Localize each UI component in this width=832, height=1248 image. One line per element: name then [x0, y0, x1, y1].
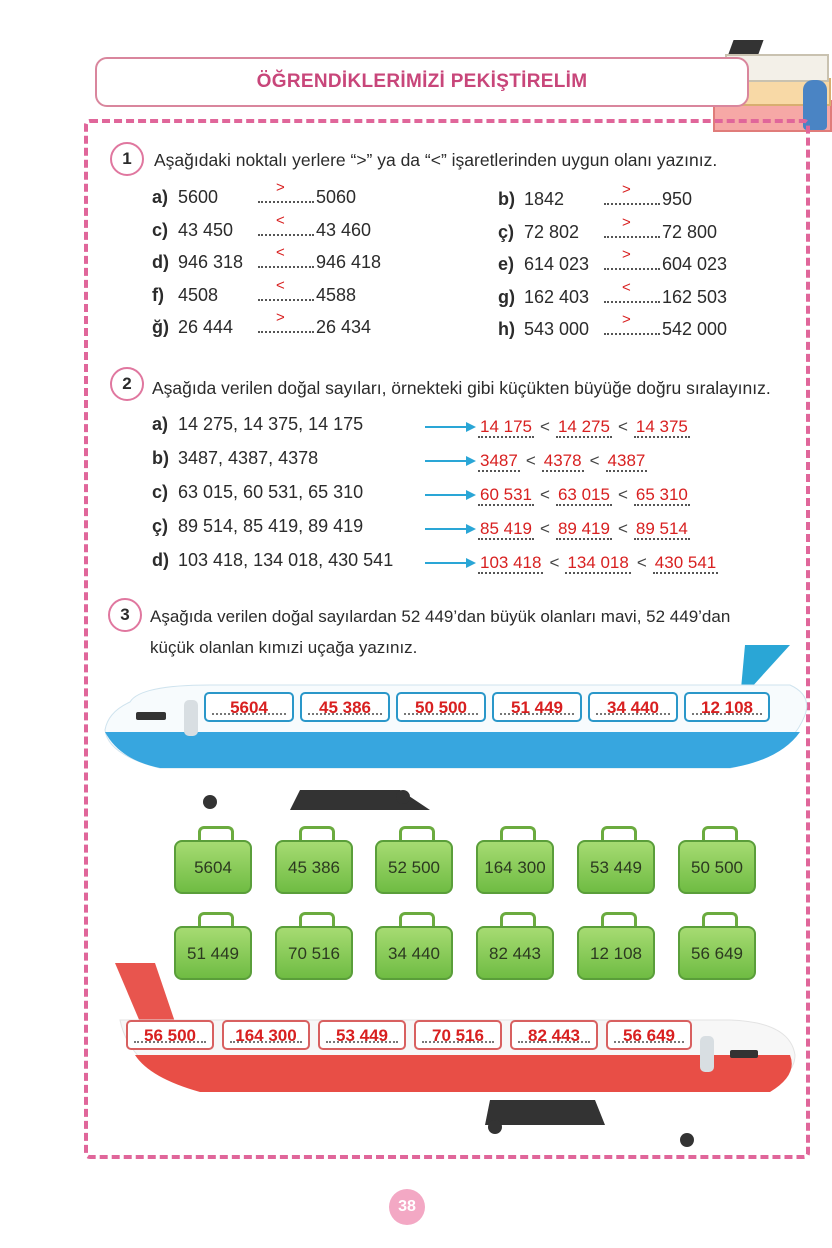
arrow-icon	[425, 426, 467, 428]
suitcase[interactable]: 50 500	[678, 840, 756, 894]
q2-ordered-number: 14 275	[557, 417, 610, 436]
q2-ordered-answer	[478, 553, 718, 573]
less-than-sign: <	[525, 451, 536, 470]
question-1-number: 1	[110, 142, 144, 176]
q2-ordered-number: 4387	[607, 451, 646, 470]
q1-right-number: 946 418	[316, 252, 382, 272]
blue-plane-window-value: 50 500	[415, 698, 467, 717]
q1-answer-symbol: >	[276, 179, 285, 196]
less-than-sign: <	[589, 451, 600, 470]
less-than-sign: <	[540, 417, 550, 436]
red-plane-window[interactable]	[414, 1020, 502, 1050]
red-plane-window-value: 82 443	[528, 1026, 580, 1045]
q1-left-number: 614 023	[524, 254, 590, 274]
q2-ordered-number: 103 418	[480, 553, 542, 572]
q2-ordered-number: 4378	[543, 451, 582, 470]
question-3-instruction-line1: Aşağıda verilen doğal sayılardan 52 449’dan büyük olanları mavi, 52 449’dan	[150, 607, 731, 626]
graduation-cap-icon	[728, 40, 763, 54]
question-3-number: 3	[108, 598, 142, 632]
q1-answer-blank[interactable]	[258, 244, 314, 268]
red-plane-window-value: 164 300	[235, 1026, 297, 1045]
q1-right-number: 4588	[316, 284, 357, 305]
q2-ordered-number: 89 514	[635, 519, 688, 538]
q1-item	[152, 244, 382, 273]
blue-airplane	[100, 640, 820, 820]
q2-ordered-number: 89 419	[557, 519, 610, 538]
q1-answer-blank[interactable]	[258, 309, 314, 333]
q1-answer-symbol: <	[276, 244, 285, 261]
suitcase-handle-icon	[299, 826, 335, 841]
q2-ordered-number: 3487	[480, 451, 518, 470]
q1-item	[498, 278, 728, 308]
suitcase[interactable]: 52 500	[375, 840, 453, 894]
q1-item	[152, 211, 372, 241]
blue-plane-window-value: 51 449	[511, 698, 563, 717]
q2-ordered-number: 134 018	[567, 553, 629, 572]
q1-right-number: 604 023	[662, 254, 728, 274]
question-1-instruction: Aşağıdaki noktalı yerlere “>” ya da “<” işaretlerinden uygun olanı yazınız.	[154, 150, 718, 170]
q1-right-number: 72 800	[662, 221, 718, 242]
q1-answer-blank[interactable]	[258, 179, 314, 203]
q1-left-number: 43 450	[178, 219, 234, 240]
suitcase[interactable]: 51 449	[174, 926, 252, 980]
q2-ordered-number: 430 541	[654, 553, 717, 572]
arrowhead-icon	[466, 490, 476, 500]
q2-item	[152, 550, 393, 571]
suitcase-handle-icon	[601, 912, 637, 927]
q1-answer-blank[interactable]	[258, 211, 314, 236]
q1-answer-symbol: >	[622, 246, 631, 263]
q1-answer-symbol: <	[622, 278, 631, 296]
blue-plane-window[interactable]	[204, 692, 294, 722]
red-airplane	[90, 960, 810, 1150]
q2-item-label: c)	[152, 482, 169, 502]
q1-item-label: ğ)	[152, 317, 169, 337]
arrow-icon	[425, 562, 467, 564]
q1-left-number: 4508	[178, 284, 219, 305]
suitcase-handle-icon	[500, 826, 536, 841]
q1-item	[498, 213, 718, 243]
q1-item-label: g)	[498, 286, 515, 307]
q1-item	[498, 246, 728, 275]
q1-item-label: ç)	[498, 221, 515, 242]
suitcase-handle-icon	[399, 912, 435, 927]
q2-item	[152, 516, 363, 537]
q1-item-label: b)	[498, 189, 515, 209]
arrowhead-icon	[466, 456, 476, 466]
suitcase[interactable]: 53 449	[577, 840, 655, 894]
q2-given-numbers: 63 015, 60 531, 65 310	[178, 482, 364, 502]
red-plane-window-value: 56 649	[623, 1026, 675, 1045]
q1-answer-blank[interactable]	[258, 276, 314, 301]
blue-plane-window[interactable]	[492, 692, 582, 722]
q2-ordered-answer	[478, 451, 647, 471]
q2-given-numbers: 89 514, 85 419, 89 419	[178, 516, 364, 536]
q1-answer-blank[interactable]	[604, 278, 660, 303]
blue-plane-window-value: 5604	[230, 698, 268, 717]
less-than-sign: <	[617, 519, 628, 538]
question-3-instruction-line2: küçük olanlan kımızi uçağa yazınız.	[150, 638, 418, 657]
question-2-instruction: Aşağıda verilen doğal sayıları, örnekteki gibi küçükten büyüğe doğru sıralayınız.	[152, 378, 771, 398]
suitcase-handle-icon	[500, 912, 536, 927]
q1-answer-symbol: >	[276, 309, 285, 326]
red-plane-window[interactable]	[606, 1020, 692, 1050]
q2-item-label: d)	[152, 550, 169, 570]
suitcase-handle-icon	[702, 912, 738, 927]
q2-ordered-number: 85 419	[480, 519, 532, 538]
arrow-icon	[425, 460, 467, 462]
suitcase[interactable]: 56 649	[678, 926, 756, 980]
page-title: ÖĞRENDİKLERİMİZİ PEKİŞTİRELİM	[256, 71, 588, 92]
blue-plane-window-value: 34 440	[607, 698, 659, 717]
suitcase-handle-icon	[601, 826, 637, 841]
red-plane-window-value: 53 449	[336, 1026, 388, 1045]
q2-item-label: ç)	[152, 516, 169, 536]
red-plane-window-value: 70 516	[432, 1026, 484, 1045]
blue-plane-window[interactable]	[684, 692, 770, 722]
q1-left-number: 72 802	[524, 221, 580, 242]
q1-answer-symbol: >	[622, 181, 631, 198]
q1-item	[498, 311, 728, 340]
suitcase[interactable]: 34 440	[375, 926, 453, 980]
page-number: 38	[389, 1189, 425, 1225]
q1-item	[152, 179, 357, 208]
q1-answer-symbol: >	[622, 311, 631, 328]
less-than-sign: <	[540, 519, 550, 538]
q1-left-number: 543 000	[524, 319, 590, 339]
suitcase[interactable]: 45 386	[275, 840, 353, 894]
q2-item	[152, 448, 318, 469]
q1-item-label: d)	[152, 252, 169, 272]
q1-right-number: 5060	[316, 187, 357, 207]
suitcase[interactable]: 164 300	[476, 840, 554, 894]
q1-item-label: f)	[152, 284, 164, 305]
q1-item	[498, 181, 693, 210]
suitcase[interactable]: 82 443	[476, 926, 554, 980]
q2-ordered-answer	[478, 519, 690, 539]
suitcase[interactable]: 70 516	[275, 926, 353, 980]
q2-ordered-answer	[478, 417, 690, 437]
red-plane-window[interactable]	[126, 1020, 214, 1050]
q2-item	[152, 414, 363, 435]
arrow-icon	[425, 528, 467, 530]
less-than-sign: <	[617, 417, 628, 436]
q1-item	[152, 276, 357, 306]
q2-ordered-number: 14 175	[480, 417, 532, 436]
arrowhead-icon	[466, 558, 476, 568]
q1-item-label: c)	[152, 219, 169, 240]
arrow-icon	[425, 494, 467, 496]
blue-plane-window[interactable]	[300, 692, 390, 722]
suitcase-handle-icon	[702, 826, 738, 841]
suitcase-handle-icon	[399, 826, 435, 841]
q1-answer-symbol: >	[622, 213, 631, 231]
q2-ordered-number: 65 310	[635, 485, 688, 504]
blue-plane-window-value: 12 108	[701, 698, 753, 717]
q1-right-number: 26 434	[316, 317, 372, 337]
q1-answer-blank[interactable]	[604, 213, 660, 238]
q1-item-label: h)	[498, 319, 515, 339]
red-plane-window[interactable]	[510, 1020, 598, 1050]
q2-given-numbers: 14 275, 14 375, 14 175	[178, 414, 364, 434]
q2-ordered-number: 60 531	[480, 485, 532, 504]
q2-item-label: a)	[152, 414, 169, 434]
q1-left-number: 1842	[524, 189, 565, 209]
q1-item-label: e)	[498, 254, 515, 274]
arrowhead-icon	[466, 422, 476, 432]
q1-left-number: 162 403	[524, 286, 590, 307]
q1-answer-blank[interactable]	[604, 181, 660, 205]
red-plane-window[interactable]	[318, 1020, 406, 1050]
q2-ordered-number: 14 375	[635, 417, 688, 436]
q2-ordered-number: 63 015	[557, 485, 610, 504]
question-2-number: 2	[110, 367, 144, 401]
arrowhead-icon	[466, 524, 476, 534]
less-than-sign: <	[540, 485, 550, 504]
q1-left-number: 26 444	[178, 317, 234, 337]
q2-ordered-answer	[478, 485, 690, 505]
q2-item-label: b)	[152, 448, 169, 468]
q1-left-number: 946 318	[178, 252, 244, 272]
q1-right-number: 162 503	[662, 286, 728, 307]
q1-answer-symbol: <	[276, 211, 285, 229]
q1-item-label: a)	[152, 187, 169, 207]
less-than-sign: <	[617, 485, 628, 504]
suitcase[interactable]: 12 108	[577, 926, 655, 980]
red-plane-window-value: 56 500	[144, 1026, 196, 1045]
suitcase-handle-icon	[299, 912, 335, 927]
q1-right-number: 950	[662, 189, 693, 209]
suitcase[interactable]: 5604	[174, 840, 252, 894]
blue-plane-window[interactable]	[588, 692, 678, 722]
blue-plane-window-value: 45 386	[319, 698, 371, 717]
less-than-sign: <	[549, 553, 560, 572]
q2-item	[152, 482, 363, 503]
q1-right-number: 542 000	[662, 319, 728, 339]
q2-given-numbers: 3487, 4387, 4378	[178, 448, 319, 468]
suitcase-handle-icon	[198, 826, 234, 841]
q1-left-number: 5600	[178, 187, 219, 207]
q1-right-number: 43 460	[316, 219, 372, 240]
q1-answer-blank[interactable]	[604, 311, 660, 335]
blue-plane-window[interactable]	[396, 692, 486, 722]
q1-answer-blank[interactable]	[604, 246, 660, 270]
q1-answer-symbol: <	[276, 276, 285, 294]
less-than-sign: <	[636, 553, 647, 572]
q1-item	[152, 309, 372, 338]
q2-given-numbers: 103 418, 134 018, 430 541	[178, 550, 394, 570]
suitcase-handle-icon	[198, 912, 234, 927]
title-banner	[95, 57, 749, 107]
red-plane-window[interactable]	[222, 1020, 310, 1050]
